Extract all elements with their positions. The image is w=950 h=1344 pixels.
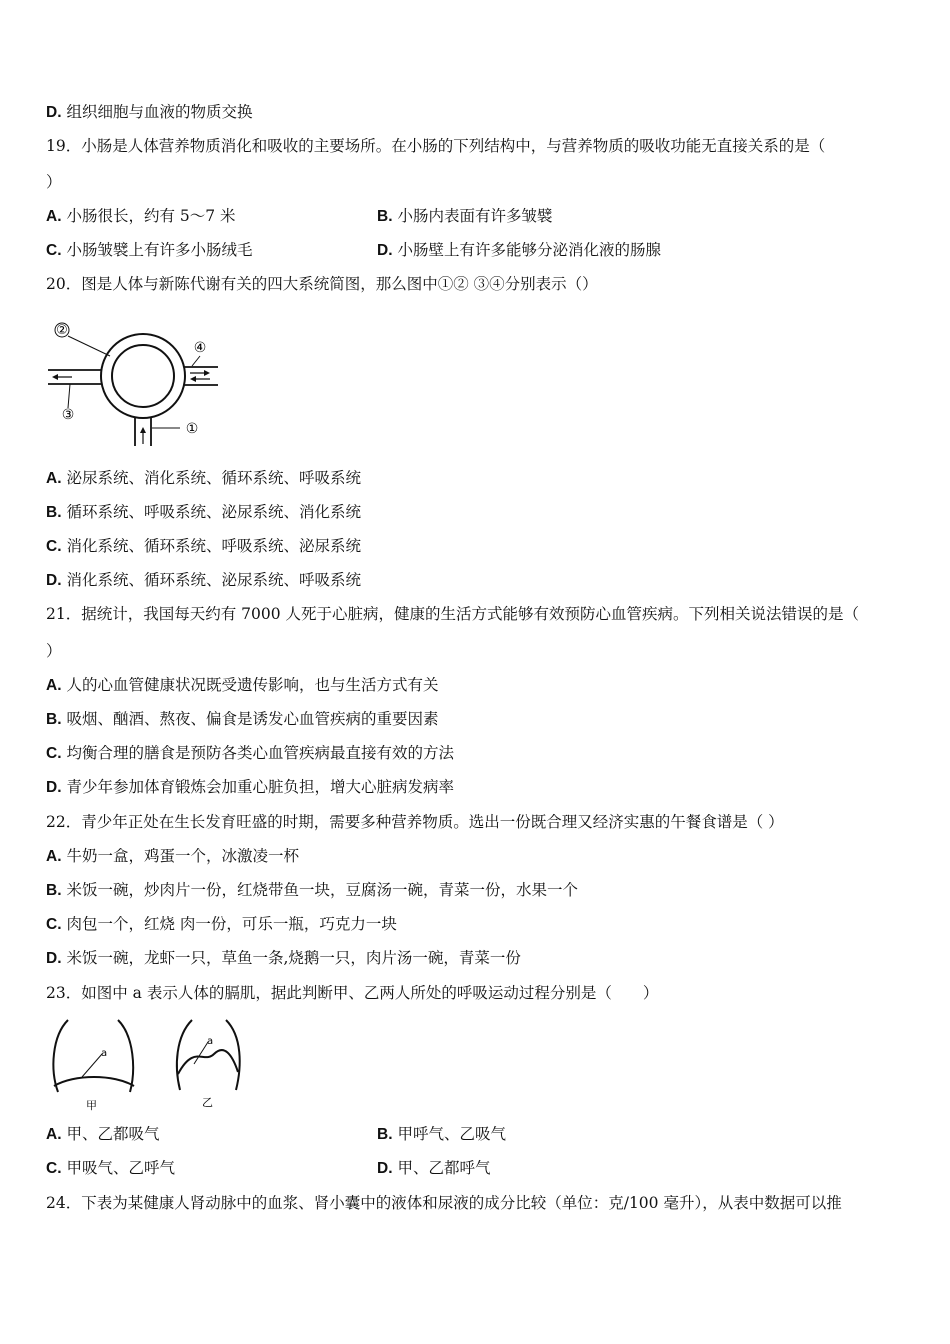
q23-option-a: A. 甲、乙都吸气 bbox=[46, 1125, 160, 1143]
q21-option-c: C. 均衡合理的膳食是预防各类心血管疾病最直接有效的方法 bbox=[46, 744, 454, 762]
q21-option-d: D. 青少年参加体育锻炼会加重心脏负担，增大心脏病发病率 bbox=[46, 778, 454, 796]
q23-label-a-jia: a bbox=[101, 1048, 108, 1059]
q20-label-4: ④ bbox=[193, 340, 207, 356]
q23-label-yi: 乙 bbox=[202, 1096, 213, 1109]
q20-option-a: A. 泌尿系统、消化系统、循环系统、呼吸系统 bbox=[46, 469, 361, 487]
q19-option-b: B. 小肠内表面有许多皱襞 bbox=[377, 207, 553, 225]
q20-option-b: B. 循环系统、呼吸系统、泌尿系统、消化系统 bbox=[46, 503, 361, 521]
q23-label-a-yi: a bbox=[207, 1036, 214, 1047]
q21-option-a: A. 人的心血管健康状况既受遗传影响，也与生活方式有关 bbox=[46, 676, 439, 694]
q22-stem: 22．青少年正处在生长发育旺盛的时期，需要多种营养物质。选出一份既合理又经济实惠的午餐食谱是（ ） bbox=[46, 813, 784, 831]
q19-option-d: D. 小肠壁上有许多能够分泌消化液的肠腺 bbox=[377, 241, 661, 259]
q21-stem: 21．据统计，我国每天约有 7000 人死于心脏病，健康的生活方式能够有效预防心血管疾病。下列相关说法错误的是（ bbox=[46, 605, 860, 623]
q19-option-c: C. 小肠皱襞上有许多小肠绒毛 bbox=[46, 241, 253, 259]
q20-option-d: D. 消化系统、循环系统、泌尿系统、呼吸系统 bbox=[46, 571, 361, 589]
q21-option-b: B. 吸烟、酗酒、熬夜、偏食是诱发心血管疾病的重要因素 bbox=[46, 710, 439, 728]
q22-option-a: A. 牛奶一盒，鸡蛋一个，冰激凌一杯 bbox=[46, 847, 299, 865]
q22-option-b: B. 米饭一碗，炒肉片一份，红烧带鱼一块，豆腐汤一碗，青菜一份，水果一个 bbox=[46, 881, 578, 899]
q20-label-2: ② bbox=[56, 323, 68, 338]
q20-stem: 20．图是人体与新陈代谢有关的四大系统简图，那么图中①② ③④分别表示（） bbox=[46, 275, 598, 293]
q20-system-diagram bbox=[40, 318, 230, 448]
q19-stem: 19．小肠是人体营养物质消化和吸收的主要场所。在小肠的下列结构中，与营养物质的吸收功能无直接关系的是（ bbox=[46, 137, 826, 155]
q23-option-c: C. 甲吸气、乙呼气 bbox=[46, 1159, 175, 1177]
q23-diaphragm-diagram bbox=[44, 1014, 254, 1114]
q23-option-b: B. 甲呼气、乙吸气 bbox=[377, 1125, 506, 1143]
q20-label-1: ① bbox=[185, 421, 199, 437]
q23-stem: 23．如图中 a 表示人体的膈肌，据此判断甲、乙两人所处的呼吸运动过程分别是（ ） bbox=[46, 984, 659, 1002]
q22-option-d: D. 米饭一碗，龙虾一只，草鱼一条,烧鹅一只，肉片汤一碗，青菜一份 bbox=[46, 949, 521, 967]
q22-option-c: C. 肉包一个，红烧 肉一份，可乐一瓶，巧克力一块 bbox=[46, 915, 397, 933]
q23-option-d: D. 甲、乙都呼气 bbox=[377, 1159, 491, 1177]
q20-label-3: ③ bbox=[61, 407, 75, 423]
q20-option-c: C. 消化系统、循环系统、呼吸系统、泌尿系统 bbox=[46, 537, 361, 555]
q24-stem: 24．下表为某健康人肾动脉中的血浆、肾小囊中的液体和尿液的成分比较（单位：克/100 毫升），从表中数据可以推 bbox=[46, 1194, 842, 1212]
q19-stem-close: ） bbox=[46, 173, 62, 191]
q19-option-a: A. 小肠很长，约有 5～7 米 bbox=[46, 207, 236, 225]
q21-stem-close: ） bbox=[46, 642, 62, 660]
q23-label-jia: 甲 bbox=[86, 1099, 97, 1112]
q18-option-d: D. 组织细胞与血液的物质交换 bbox=[46, 103, 253, 121]
